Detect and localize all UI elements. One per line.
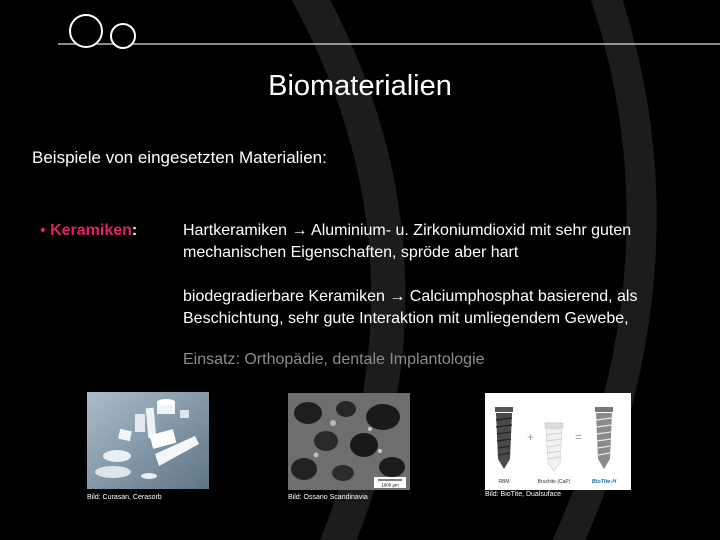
scale-bar-label: 1000 µm: [381, 482, 399, 488]
paragraph-hartkeramiken: Hartkeramiken → Aluminium- u. Zirkoniumdioxid mit sehr guten mechanischen Eigenschaften, spröde aber hart: [183, 222, 632, 261]
paragraph-einsatz: Einsatz: Orthopädie, dentale Implantologie: [183, 351, 485, 368]
bullet-marker: •: [40, 222, 46, 239]
equals-icon: =: [575, 430, 583, 444]
porous-ceramic-sem-image: [288, 393, 410, 490]
image-caption-biotite: Bild: BioTite, Dualsuface: [485, 491, 561, 498]
label-rbm: RBM: [498, 479, 510, 485]
image-caption-curasan: Bild: Curasan, Cerasorb: [87, 494, 162, 501]
bullet-keramiken: [40, 222, 137, 240]
plus-icon: +: [527, 430, 535, 444]
slide-title: Biomaterialien: [268, 70, 452, 102]
ceramic-blocks-photo: [87, 392, 209, 489]
logo-circles: [0, 0, 720, 60]
bullet-colon: :: [131, 222, 138, 239]
image-caption-ossano: Bild: Ossano Scandinavia: [288, 494, 368, 501]
slide-subtitle: Beispiele von eingesetzten Materialien:: [32, 148, 327, 167]
bullet-keyword: Keramiken: [50, 222, 132, 239]
label-brushite: Brushite (CaP): [537, 479, 571, 485]
dental-implants-photo: [485, 393, 631, 490]
label-biotite-h: BioTite-H: [591, 479, 617, 485]
paragraph-biodegradierbar: biodegradierbare Keramiken → Calciumphosphat basierend, als Beschichtung, sehr gute Interaktion mit umliegendem Gewebe,: [183, 288, 638, 327]
